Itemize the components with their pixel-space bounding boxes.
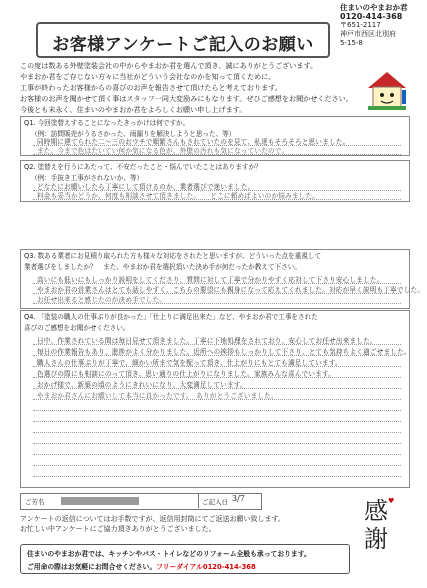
intro-line: 工事が終わったお客様からの喜びのお声を報告させて頂けたらと考えております。: [20, 83, 282, 93]
company-name: 住まいのやまおか君: [340, 3, 408, 12]
answer-line: 同時期に建てられた二〜三のおウチで順繁さんもされていたのを見て、私達もそろそろと思いました。: [37, 138, 350, 146]
ruled-line: [33, 465, 401, 466]
ruled-line: [33, 154, 401, 155]
company-address-1: 神戸市西区北別府: [340, 30, 396, 38]
mascot-house-icon: [364, 66, 410, 114]
name-redacted: [61, 497, 139, 505]
answer-line: 料金も妥当かどうか、何度も相談させて頂きました。 どこに頼めばよいのか悩みました。: [37, 192, 320, 200]
question-1: [20, 116, 410, 156]
bottom-notice: [20, 544, 350, 574]
question-1-text: Q1. 今回塗替えすることになったきっかけは何ですか。: [24, 119, 190, 127]
question-2-text: Q2. 塗替えを行うにあたって、不安だったこと・悩んでいたことはありますか？: [24, 163, 262, 171]
answer-line: 色選びの際にも相談にのって頂き、思い通りの仕上がりになりました。家族みんな喜んでいます。: [37, 370, 336, 378]
bottom-line-2: [27, 561, 256, 571]
answer-line: また、今まで色はたいてい何か気になる色が、外壁の汚れも気になっていたので。: [37, 147, 289, 155]
question-2-example: （例：手抜き工事がされないか、等）: [31, 174, 144, 182]
ruled-line: [33, 432, 401, 433]
ruled-line: [33, 410, 401, 411]
answer-line: やまおか君の営業さんはとても話しやすく、こちらの要望にも親身になって応えてくれました。対応が早く説明も丁寧でした。: [37, 286, 425, 294]
intro-line: この度は数ある外壁塗装会社の中からやまおか君を選んで頂き、誠にありがとうございます。: [20, 61, 318, 70]
footnote: [20, 514, 320, 534]
kansha-calligraphy: [346, 497, 406, 553]
bottom-line-2-text: ご用命の際はお気軽にお問合せください。: [27, 563, 157, 571]
ruled-line: [33, 344, 401, 345]
answer-line: やまおか君さんにお願いして本当に良かったです。 ありがとうございました。: [37, 392, 278, 400]
date-label: ご記入日: [202, 498, 228, 506]
intro-text: [20, 60, 360, 115]
answer-line: 職人さんの仕事ぶりが丁寧で、細かい所まで気を配って頂き、仕上がりにもとても満足しています。: [37, 359, 342, 367]
free-dial: フリーダイアル0120-414-368: [156, 563, 256, 571]
company-postal: 〒651-2117: [340, 21, 381, 29]
question-4-text-2: 喜びのご感想をお聞かせください。: [24, 324, 130, 332]
ruled-line: [33, 199, 401, 200]
answer-line: おかげ様で、新築の頃のようにきれいになり、大変満足しています。: [37, 381, 247, 389]
date-value: 3/7: [232, 494, 245, 503]
answer-line: どなたにお願いしたら丁寧にして頂けるのか、業者選びで迷いました。: [37, 183, 255, 191]
answer-line: お任せ出来ると感じたのが決め手でした。: [37, 296, 167, 304]
question-3: [20, 249, 425, 309]
question-1-example: （例：訪問販売がうるさかった、雨漏りを解決しようと思った、等）: [31, 130, 236, 138]
ruled-line: [33, 476, 401, 477]
ruled-line: [33, 421, 401, 422]
heart-icon: ♥: [388, 497, 395, 505]
ruled-line: [33, 377, 401, 378]
kansha-char-1: 感: [364, 497, 388, 525]
intro-line: やまおか君をご存じない方々に当社がどういう会社なのかを知って頂くために、: [20, 72, 276, 82]
question-2: [20, 160, 410, 202]
question-3-text-2: 業者選びをしましたか？ また、やまおか君を選択頂いた決め手が何だったか教えて下さい。: [24, 263, 301, 271]
answer-line: 日中、作業されている間は毎日見せて頂きました。丁寧に下地処理をされており、安心してお任せ出来ました。: [37, 337, 377, 345]
intro-line: 今後とも末永く、住まいのやまおか君をよろしくお願い申し上げます。: [20, 105, 247, 115]
footnote-line: アンケートの返信についてはお手数ですが、返信用封筒にてご返送お願い致します。: [20, 515, 285, 523]
page-title: お客様アンケートご記入のお願い: [52, 35, 314, 55]
answer-line: 高いにも低いにもしっかり説明をしてくださり、質問に対して丁寧で分かりやすく応対して下さり安心しました。: [37, 276, 384, 284]
name-label: ご芳名: [25, 498, 45, 506]
intro-line: お客様のお声を聞かせて頂く事はスタッフ一同大変励みにもなります。ぜひご感想をお聞かせください。: [20, 94, 353, 104]
ruled-line: [33, 399, 401, 400]
footnote-line: お忙しい中アンケートにご協力頂きありがとうございました。: [20, 525, 216, 533]
company-tel: 0120-414-368: [340, 12, 403, 21]
ruled-line: [33, 366, 401, 367]
company-address-2: 5-15-8: [340, 39, 363, 47]
question-4-text: Q4. 「塗装の職人の仕事ぶりが良かった」「仕上りに満足出来た」など、やまおか君で工事をされた: [24, 313, 318, 321]
ruled-line: [33, 443, 401, 444]
question-3-text: Q3. 数ある業者にお見積り取られた方も様々な対応をされたと思いますが、どういった点を重視して: [24, 252, 322, 260]
answer-line: 毎日の作業報告もあり、進捗がよく分かりました。近所への挨拶もしっかりして下さり、とても気持ちよく過ごせました。: [37, 348, 411, 356]
ruled-line: [33, 355, 401, 356]
ruled-line: [33, 388, 401, 389]
kansha-char-2: 謝: [364, 525, 388, 553]
ruled-line: [33, 454, 401, 455]
company-info: [340, 3, 424, 48]
bottom-line-1: 住まいのやまおか君では、キッチンやバス・トイレなどのリフォーム全般も承っております。: [27, 550, 311, 558]
ruled-line: [33, 303, 401, 304]
title-frame: [36, 22, 330, 58]
question-4: [20, 310, 410, 488]
